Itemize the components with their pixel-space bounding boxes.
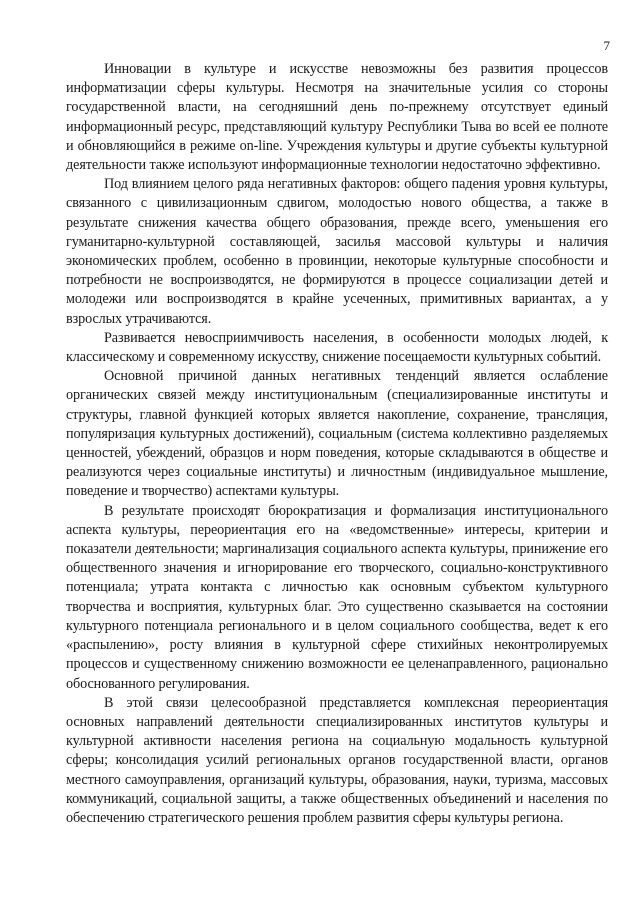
page-number: 7 — [603, 38, 610, 53]
paragraph-1: Инновации в культуре и искусстве невозможны без развития процессов информатизации сферы культуры. Несмотря на значительные усилия со стороны государственной власти, на сегодняшний день по-прежнему отсутствует единый информационный ресурс, представляющий культуру Республики Тыва во всей ее полноте и обновляющийся в режиме on-line. Учреждения культуры и другие субъекты культурной деятельности также используют информационные технологии недостаточно эффективно. — [66, 61, 608, 174]
paragraph-3: Развивается невосприимчивость населения, в особенности молодых людей, к классическому и современному искусству, снижение посещаемости культурных событий. — [66, 329, 608, 366]
paragraph-4: Основной причиной данных негативных тенденций является ослабление органических связей между институциональным (специализированные институты и структуры, главной функцией которых является накопление, сохранение, трансляция, популяризация культурных достижений), социальным (система коллективно разделяемых ценностей, убеждений, образцов и норм поведения, которые складываются в обществе и реализуются через социальные институты) и личностным (индивидуальное мышление, поведение и творчество) аспектами культуры. — [66, 368, 608, 500]
text-body — [66, 60, 608, 828]
paragraph-5: В результате происходят бюрократизация и формализация институционального аспекта культуры, переориентация его на «ведомственные» интересы, критерии и показатели деятельности; маргинализация социального аспекта культуры, принижение его общественного значения и игнорирование его творческого, социально-конструктивного потенциала; утрата контакта с личностью как основным субъектом культурного творчества и восприятия, культурных благ. Это существенно сказывается на состоянии культурного потенциала регионального и в целом социального сообщества, ведет к его «распылению», росту влияния в культурной сфере стихийных неконтролируемых процессов и существенному снижению возможности ее целенаправленного, рационально обоснованного регулирования. — [66, 502, 608, 692]
paragraph-6: В этой связи целесообразной представляется комплексная переориентация основных направлений деятельности специализированных институтов культуры и культурной активности населения региона на социальную модальность культурной сферы; консолидация усилий региональных органов государственной власти, органов местного самоуправления, организаций культуры, образования, науки, туризма, массовых коммуникаций, социальной защиты, а также общественных объединений и населения по обеспечению стратегического решения проблем развития сферы культуры региона. — [66, 694, 608, 826]
paragraph-2: Под влиянием целого ряда негативных факторов: общего падения уровня культуры, связанного с цивилизационным сдвигом, молодостью нового общества, а также в результате снижения качества общего образования, прежде всего, уменьшения его гуманитарно-культурной составляющей, засилья массовой культуры и наличия экономических проблем, особенно в провинции, некоторые культурные способности и потребности не воспроизводятся, не формируются в процессе социализации детей и молодежи или воспроизводятся в крайне усеченных, примитивных вариантах, а у взрослых утрачиваются. — [66, 176, 608, 327]
